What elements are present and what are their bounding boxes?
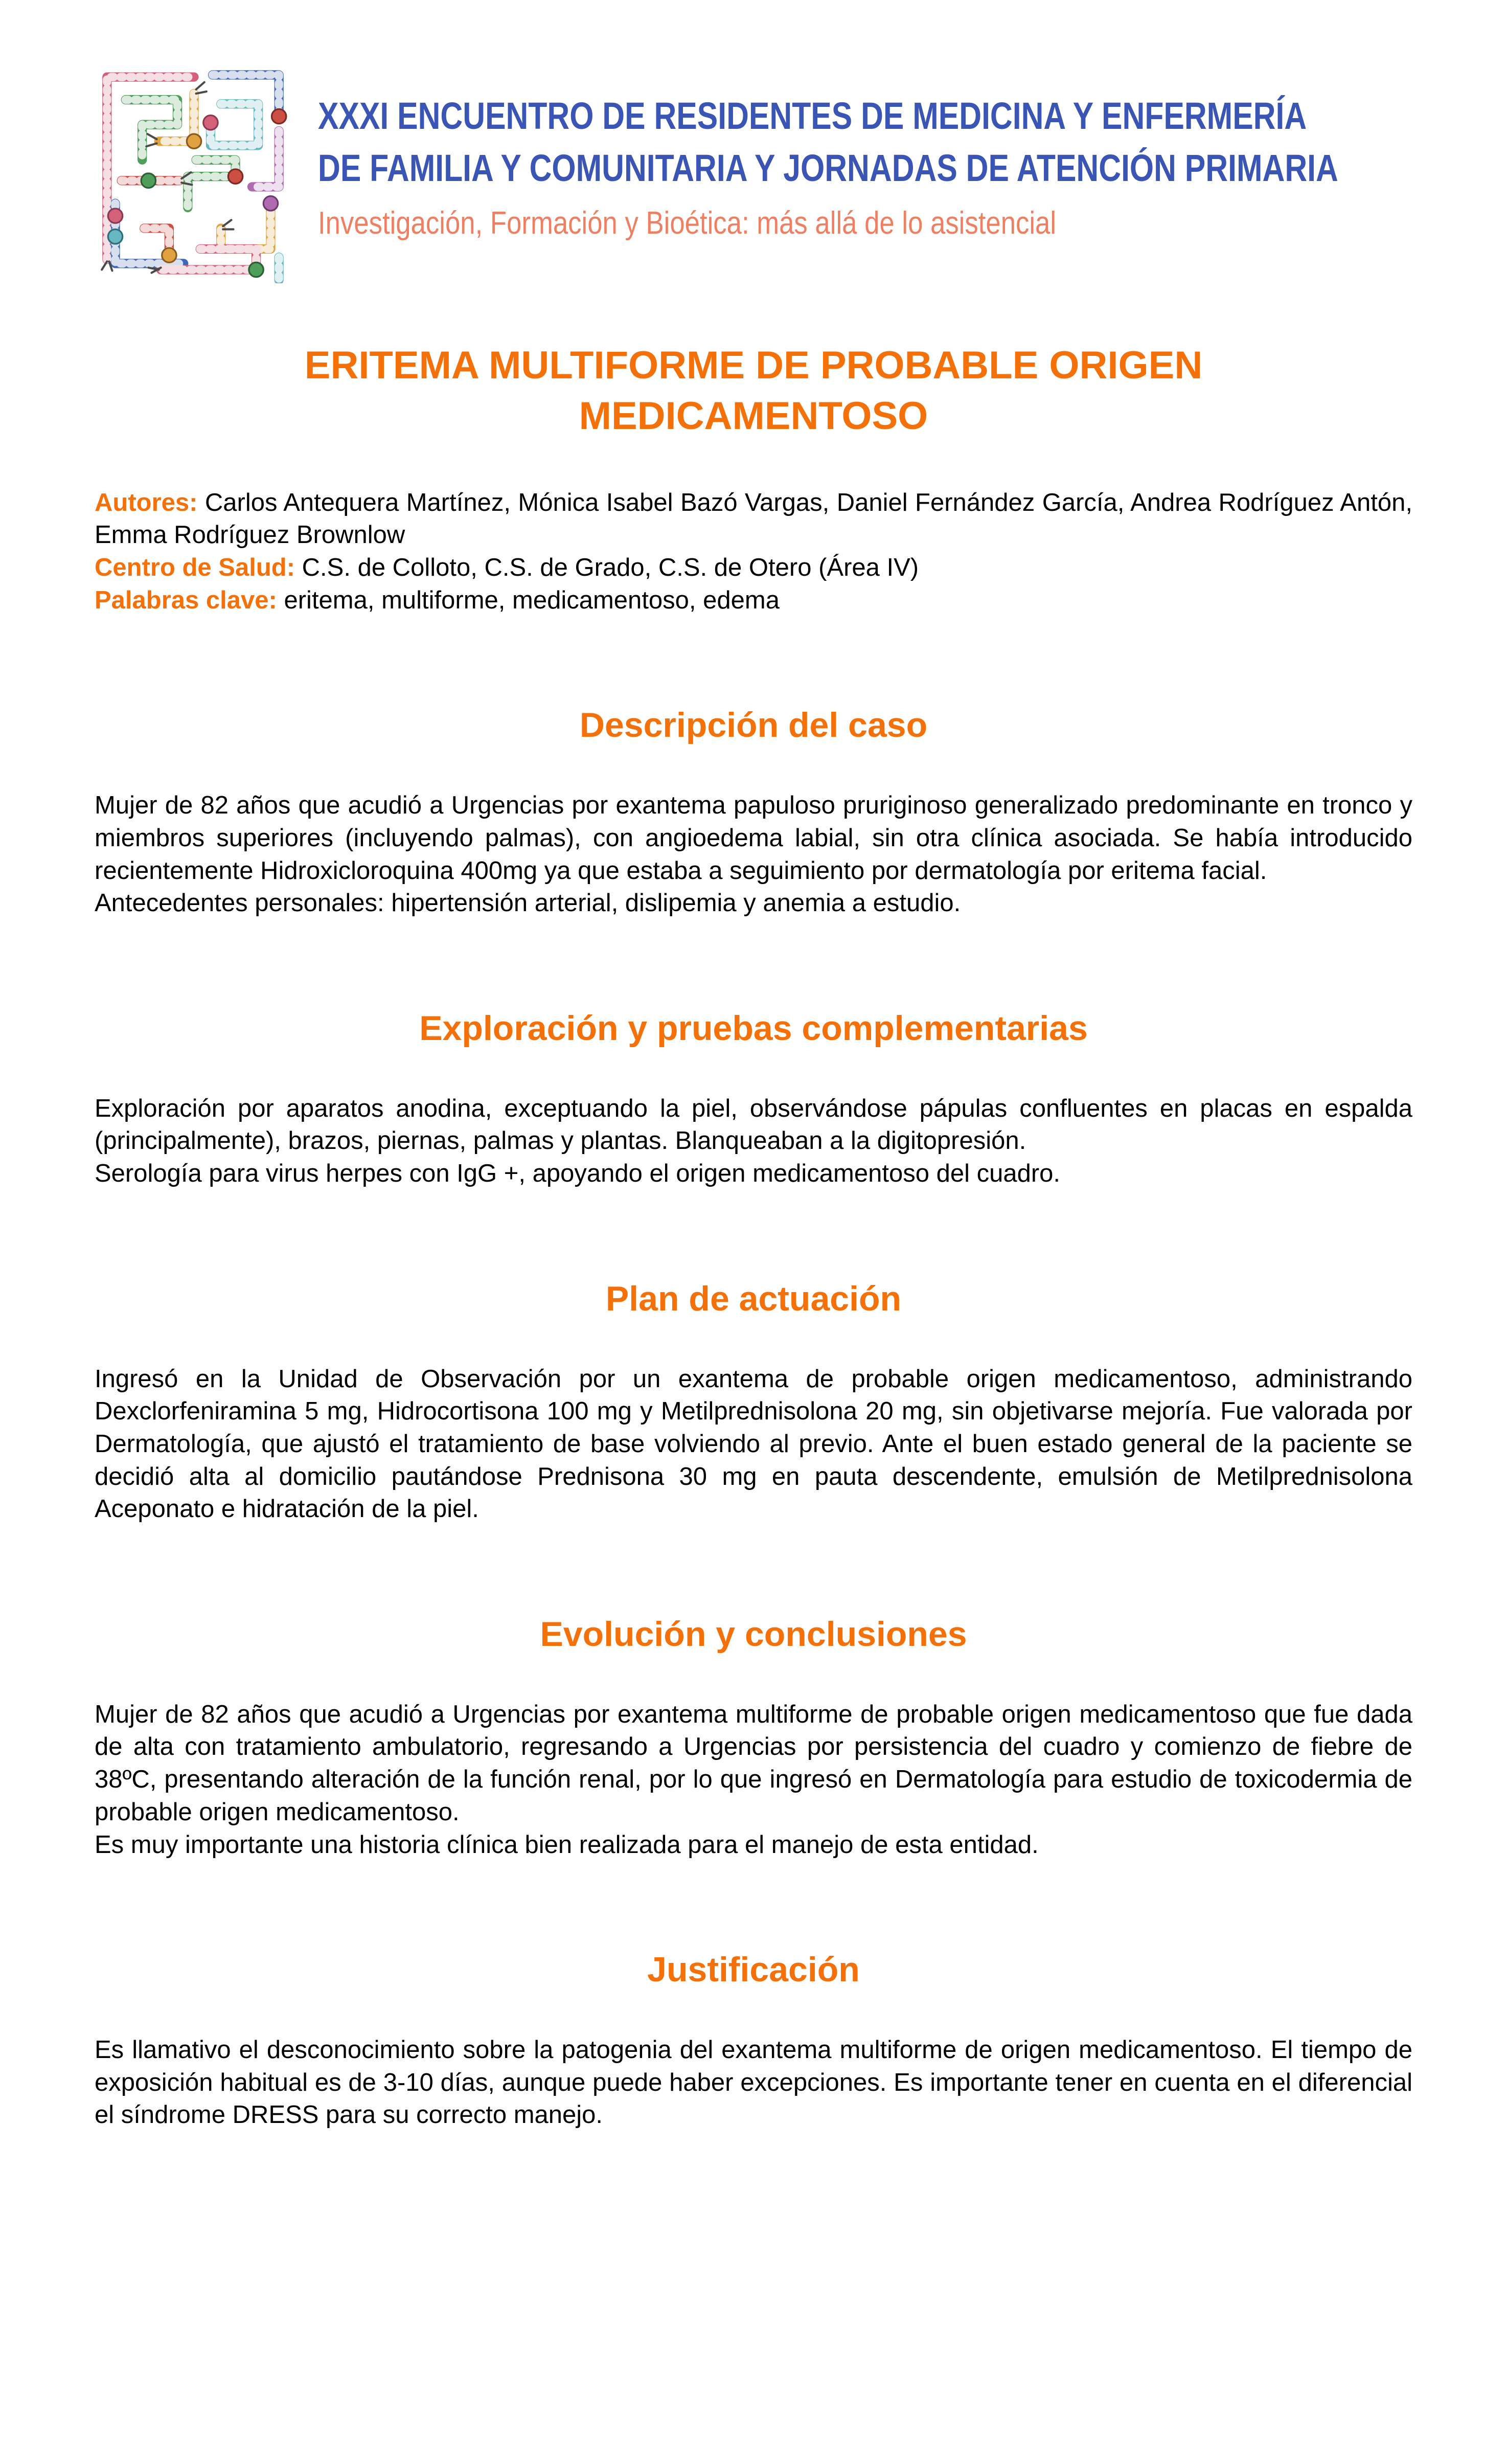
section-plan-de-actuacion — [95, 1280, 1412, 1526]
authors-label: Autores: — [95, 488, 198, 516]
section-paragraph: Es llamativo el desconocimiento sobre la patogenia del exantema multiforme de origen medicamentoso. El tiempo de exposición habitual es de 3-10 días, aunque puede haber excepciones. Es importante tener en cuenta en el diferencial el síndrome DRESS para su correcto manejo. — [95, 2036, 1412, 2129]
section-paragraph: Es muy importante una historia clínica bien realizada para el manejo de esta entidad. — [95, 1830, 1039, 1859]
rope-maze-paths — [107, 75, 279, 280]
abstract-title-line2: MEDICAMENTOSO — [579, 394, 928, 438]
keywords-line — [95, 584, 1412, 617]
congress-title-line2: DE FAMILIA Y COMUNITARIA Y JORNADAS DE ATENCIÓN PRIMARIA — [318, 147, 1338, 189]
section-heading-evolucion: Evolución y conclusiones — [540, 1614, 967, 1654]
congress-subtitle: Investigación, Formación y Bioética: más allá de lo asistencial — [318, 206, 1057, 241]
keywords-value: eritema, multiforme, medicamentoso, edema — [284, 586, 780, 614]
keywords-label: Palabras clave: — [95, 586, 277, 614]
section-justificacion — [95, 1951, 1412, 2132]
rope-maze-logo-icon — [95, 60, 291, 283]
health-center-line — [95, 552, 1412, 584]
health-center-label: Centro de Salud: — [95, 553, 295, 581]
section-exploracion-y-pruebas — [95, 1009, 1412, 1190]
section-heading-descripcion: Descripción del caso — [579, 706, 928, 745]
abstract-title — [95, 341, 1412, 442]
section-heading-exploracion: Exploración y pruebas complementarias — [419, 1008, 1088, 1048]
section-heading-plan: Plan de actuación — [605, 1279, 902, 1318]
section-paragraph: Mujer de 82 años que acudió a Urgencias por exantema multiforme de probable origen medicamentoso que fue dada de alta con tratamiento ambulatorio, regresando a Urgencias por persistencia del cuadro y comienzo de fiebre de 38ºC, presentando alteración de la función renal, por lo que ingresó en Dermatología para estudio de toxicodermia de probable origen medicamentoso. — [95, 1700, 1412, 1826]
congress-header-text — [318, 60, 1412, 239]
congress-title-line1: XXXI ENCUENTRO DE RESIDENTES DE MEDICINA Y ENFERMERÍA — [318, 95, 1307, 137]
authors-value: Carlos Antequera Martínez, Mónica Isabel Bazó Vargas, Daniel Fernández García, Andrea Rodríguez Antón, Emma Rodríguez Brownlow — [95, 488, 1412, 549]
authors-line — [95, 487, 1412, 552]
abstract-meta — [95, 487, 1412, 617]
section-heading-justificacion: Justificación — [647, 1950, 860, 1990]
section-paragraph: Mujer de 82 años que acudió a Urgencias por exantema papuloso pruriginoso generalizado predominante en tronco y miembros superiores (incluyendo palmas), con angioedema labial, sin otra clínica asociada. Se había introducido recientemente Hidroxicloroquina 400mg ya que estaba a seguimiento por dermatología por eritema facial. — [95, 792, 1412, 885]
section-evolucion-y-conclusiones — [95, 1615, 1412, 1861]
congress-header — [95, 60, 1412, 283]
section-paragraph: Serología para virus herpes con IgG +, apoyando el origen medicamentoso del cuadro. — [95, 1160, 1061, 1188]
abstract-title-line1: ERITEMA MULTIFORME DE PROBABLE ORIGEN — [304, 344, 1203, 387]
health-center-value: C.S. de Colloto, C.S. de Grado, C.S. de Otero (Área IV) — [302, 553, 919, 581]
section-paragraph: Antecedentes personales: hipertensión arterial, dislipemia y anemia a estudio. — [95, 889, 961, 917]
section-descripcion-del-caso — [95, 706, 1412, 920]
section-paragraph: Ingresó en la Unidad de Observación por un exantema de probable origen medicamentoso, administrando Dexclorfeniramina 5 mg, Hidrocortisona 100 mg y Metilprednisolona 20 mg, sin objetivarse mejoría. Fue valorada por Dermatología, que ajustó el tratamiento de base volviendo al previo. Ante el buen estado general de la paciente se decidió alta al domicilio pautándose Prednisona 30 mg en pauta descendente, emulsión de Metilprednisolona Aceponato e hidratación de la piel. — [95, 1365, 1412, 1523]
section-paragraph: Exploración por aparatos anodina, exceptuando la piel, observándose pápulas confluentes en placas en espalda (principalmente), brazos, piernas, palmas y plantas. Blanqueaban a la digitopresión. — [95, 1094, 1412, 1155]
